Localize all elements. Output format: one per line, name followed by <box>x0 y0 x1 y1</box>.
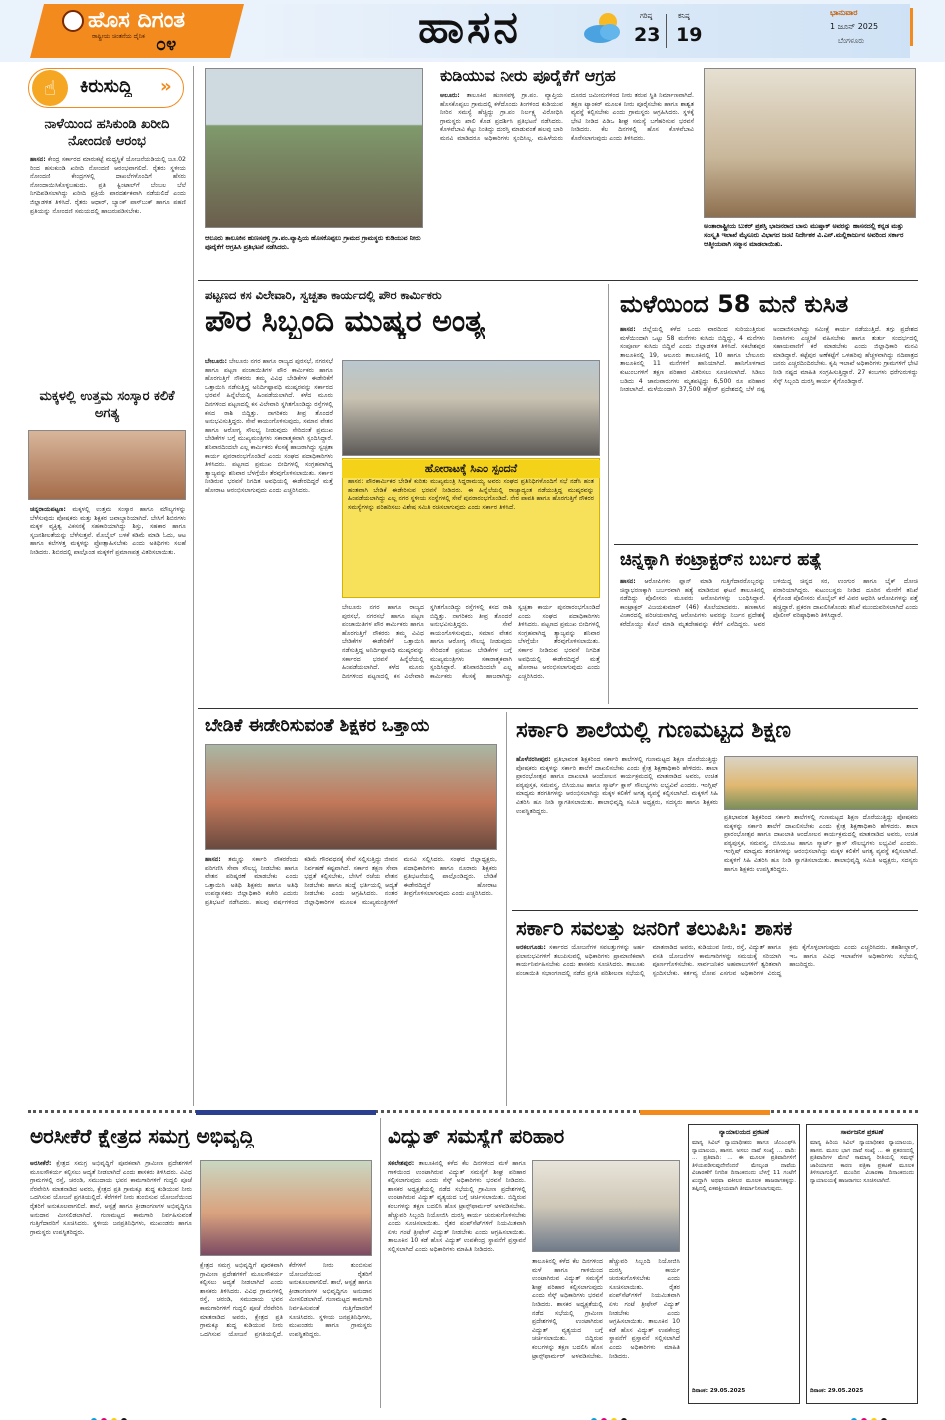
school-mla-rule <box>512 910 918 911</box>
bottom-accent-right <box>640 1110 770 1115</box>
arasikere-photo <box>200 1160 372 1256</box>
court-notice-2-footer: ದಿನಾಂಕ: 29.05.2025 <box>810 1388 864 1394</box>
school-photo <box>724 756 918 810</box>
strike-body-col1: ಬೇಲೂರು: ಬೇಲೂರು ನಗರ ಹಾಗೂ ರಾಜ್ಯದ ಪುರಸಭೆ, ನಗರಸಭೆ ಹಾಗೂ ಪಟ್ಟಣ ಪಂಚಾಯಿತಿಗಳ ಪೌರ ಕಾರ್ಮಿಕರು ಹಾಗೂ ಹೊರಗುತ್ತಿಗೆ ನೌಕರರು ತಮ್ಮ ವಿವಿಧ ಬೇಡಿಕೆಗಳ ಈಡೇರಿಕೆಗೆ ಒತ್ತಾಯಿಸಿ ನಡೆಸುತ್ತಿದ್ದ ಅನಿರ್ದಿಷ್ಟಾವಧಿ ಮುಷ್ಕರವನ್ನು ಸರ್ಕಾರದ ಭರವಸೆ ಹಿನ್ನೆಲೆಯಲ್ಲಿ ಹಿಂಪಡೆಯಲಾಗಿದೆ. ಕಳೆದ ಮೂರು ದಿನಗಳಿಂದ ಪಟ್ಟಣದಲ್ಲಿ ಕಸ ವಿಲೇವಾರಿ ಸ್ಥಗಿತಗೊಂಡಿದ್ದು ರಸ್ತೆಗಳಲ್ಲಿ ಕಸದ ರಾಶಿ ಬಿದ್ದಿತ್ತು. ನಾಗರಿಕರು ತೀವ್ರ ತೊಂದರೆ ಅನುಭವಿಸುತ್ತಿದ್ದರು. ಸೇವೆ ಕಾಯಂಗೊಳಿಸುವುದು, ಸಮಾನ ವೇತನ ಹಾಗೂ ಆರೋಗ್ಯ ಸೌಲಭ್ಯ ನೀಡುವುದು ಸೇರಿದಂತೆ ಪ್ರಮುಖ ಬೇಡಿಕೆಗಳ ಬಗ್ಗೆ ಮುಖ್ಯಮಂತ್ರಿಗಳು ಸಕಾರಾತ್ಮಕವಾಗಿ ಸ್ಪಂದಿಸಿದ್ದಾರೆ. ಶನಿವಾರದಿಂದಲೇ ಎಲ್ಲ ಕಾರ್ಮಿಕರು ಕೆಲಸಕ್ಕೆ ಹಾಜರಾಗಿದ್ದು ಸ್ವಚ್ಛತಾ ಕಾರ್ಯ ಪುನರಾರಂಭಗೊಂಡಿದೆ ಎಂದು ಸಂಘದ ಪದಾಧಿಕಾರಿಗಳು ತಿಳಿಸಿದರು. ಪಟ್ಟಣದ ಪ್ರಮುಖ ಬೀದಿಗಳಲ್ಲಿ ಸಂಗ್ರಹವಾಗಿದ್ದ ತ್ಯಾಜ್ಯವನ್ನು ಶನಿವಾರ ಬೆಳಗ್ಗೆಯೇ ತೆರವುಗೊಳಿಸಲಾಯಿತು. ಸರ್ಕಾರ ನೀಡಿರುವ ಭರವಸೆ ನಿಗದಿತ ಅವಧಿಯಲ್ಲಿ ಈಡೇರದಿದ್ದರೆ ಮತ್ತೆ ಹೋರಾಟ ಆರಂಭಿಸಲಾಗುವುದು ಎಂದು ಎಚ್ಚರಿಸಿದರು. <box>205 358 333 494</box>
mla-body: ಅರಕಲಗೂಡು: ಸರ್ಕಾರದ ಯೋಜನೆಗಳ ಸವಲತ್ತುಗಳನ್ನು ಅರ್ಹ ಫಲಾನುಭವಿಗಳಿಗೆ ತಲುಪಿಸುವಲ್ಲಿ ಅಧಿಕಾರಿಗಳು ಪ್ರಾಮಾಣಿಕವಾಗಿ ಕಾರ್ಯನಿರ್ವಹಿಸಬೇಕು ಎಂದು ಶಾಸಕರು ಸೂಚಿಸಿದರು. ತಾಲೂಕು ಪಂಚಾಯಿತಿ ಸಭಾಂಗಣದಲ್ಲಿ ನಡೆದ ಪ್ರಗತಿ ಪರಿಶೀಲನಾ ಸಭೆಯಲ್ಲಿ ಮಾತನಾಡಿದ ಅವರು, ಕುಡಿಯುವ ನೀರು, ರಸ್ತೆ, ವಿದ್ಯುತ್ ಹಾಗೂ ವಸತಿ ಯೋಜನೆಗಳ ಕಾಮಗಾರಿಗಳನ್ನು ಸಮಯಕ್ಕೆ ಸರಿಯಾಗಿ ಪೂರ್ಣಗೊಳಿಸಬೇಕು. ಸಾರ್ವಜನಿಕರ ಅಹವಾಲುಗಳಿಗೆ ತ್ವರಿತವಾಗಿ ಸ್ಪಂದಿಸಬೇಕು. ಕರ್ತವ್ಯ ಲೋಪ ಎಸಗುವ ಅಧಿಕಾರಿಗಳ ವಿರುದ್ಧ ಕ್ರಮ ಕೈಗೊಳ್ಳಲಾಗುವುದು ಎಂದು ಎಚ್ಚರಿಸಿದರು. ತಹಶೀಲ್ದಾರ್, ಇಒ ಹಾಗೂ ವಿವಿಧ ಇಲಾಖೆಗಳ ಅಧಿಕಾರಿಗಳು ಸಭೆಯಲ್ಲಿ ಹಾಜರಿದ್ದರು. <box>516 944 918 977</box>
date-label: 1 ಜೂನ್ 2025 <box>830 22 879 31</box>
page-number: ೦೪ <box>156 34 177 55</box>
masthead <box>0 0 945 62</box>
strike-kicker: ಪಟ್ಟಣದ ಕಸ ವಿಲೇವಾರಿ, ಸ್ವಚ್ಛತಾ ಕಾರ್ಯದಲ್ಲಿ ಪೌರ ಕಾರ್ಮಿಕರು <box>205 288 442 302</box>
top-band-rule <box>198 280 918 281</box>
arasikere-body-col1: ಅರಸೀಕೆರೆ: ಕ್ಷೇತ್ರದ ಸಮಗ್ರ ಅಭಿವೃದ್ಧಿಗೆ ಪೂರಕವಾಗಿ ಗ್ರಾಮೀಣ ಪ್ರದೇಶಗಳಿಗೆ ಮೂಲಸೌಕರ್ಯ ಕಲ್ಪಿಸಲು ಆದ್ಯತೆ ನೀಡಲಾಗಿದೆ ಎಂದು ಶಾಸಕರು ತಿಳಿಸಿದರು. ವಿವಿಧ ಗ್ರಾಮಗಳಲ್ಲಿ ರಸ್ತೆ, ಚರಂಡಿ, ಸಮುದಾಯ ಭವನ ಕಾಮಗಾರಿಗಳಿಗೆ ಗುದ್ದಲಿ ಪೂಜೆ ನೆರವೇರಿಸಿ ಮಾತನಾಡಿದ ಅವರು, ಕ್ಷೇತ್ರದ ಪ್ರತಿ ಗ್ರಾಮಕ್ಕೂ ಶುದ್ಧ ಕುಡಿಯುವ ನೀರು ಒದಗಿಸುವ ಯೋಜನೆ ಪ್ರಗತಿಯಲ್ಲಿದೆ. ಕೆರೆಗಳಿಗೆ ನೀರು ತುಂಬಿಸುವ ಯೋಜನೆಯಿಂದ ರೈತರಿಗೆ ಅನುಕೂಲವಾಗಲಿದೆ. ಶಾಲೆ, ಆಸ್ಪತ್ರೆ ಹಾಗೂ ಕ್ರೀಡಾಂಗಣಗಳ ಅಭಿವೃದ್ಧಿಗೂ ಅನುದಾನ ಮೀಸಲಿಡಲಾಗಿದೆ. ಗುಣಮಟ್ಟದ ಕಾಮಗಾರಿ ನಿರ್ವಹಿಸುವಂತೆ ಗುತ್ತಿಗೆದಾರರಿಗೆ ಸೂಚಿಸಿದರು. ಸ್ಥಳೀಯ ಜನಪ್ರತಿನಿಧಿಗಳು, ಮುಖಂಡರು ಹಾಗೂ ಗ್ರಾಮಸ್ಥರು ಉಪಸ್ಥಿತರಿದ್ದರು. <box>30 1160 192 1236</box>
brand-name: ಹೊಸ ದಿಗಂತ <box>88 8 186 33</box>
court-notice-2-header: ಸಾರ್ವಜನಿಕ ಪ್ರಕಟಣೆ <box>840 1128 884 1136</box>
bottom-accent-left <box>196 1110 376 1115</box>
weather-max-label: ಗರಿಷ್ಠ <box>640 12 653 20</box>
weather-min-value: 19 <box>676 24 703 46</box>
bottom-dotted-rule <box>28 1110 918 1114</box>
strike-photo <box>342 360 600 456</box>
brand-logo-icon <box>62 10 84 32</box>
kirusuddi-item1-body: ಹಾಸನ: ಕೇಂದ್ರ ಸರ್ಕಾರದ ಮಾರುಕಟ್ಟೆ ಮಧ್ಯಸ್ಥಿಕೆ ಯೋಜನೆಯಡಿಯಲ್ಲಿ ಜೂ.02 ರಿಂದ ಹಸುಕುಂಡಿ ಖರೀದಿ ನೋಂದಣಿ ಆರಂಭವಾಗಲಿದೆ. ರೈತರು ಸ್ಥಳೀಯ ನೋಂದಣಿ ಕೇಂದ್ರಗಳಲ್ಲಿ ದಾಖಲೆಗಳೊಂದಿಗೆ ಹೆಸರು ನೋಂದಾಯಿಸಿಕೊಳ್ಳಬಹುದು. ಪ್ರತಿ ಕ್ವಿಂಟಾಲ್‌ಗೆ ಬೆಂಬಲ ಬೆಲೆ ನಿಗದಿಪಡಿಸಲಾಗಿದ್ದು ಖರೀದಿ ಪ್ರಕ್ರಿಯೆ ಪಾರದರ್ಶಕವಾಗಿ ನಡೆಯಲಿದೆ ಎಂದು ಜಿಲ್ಲಾಡಳಿತ ತಿಳಿಸಿದೆ. ರೈತರು ಆಧಾರ್, ಬ್ಯಾಂಕ್ ಪಾಸ್‌ಬುಕ್ ಹಾಗೂ ಪಹಣಿ ಪ್ರತಿಯನ್ನು ನೋಂದಣಿ ಸಮಯದಲ್ಲಿ ಹಾಜರುಪಡಿಸಬೇಕು. <box>30 156 186 215</box>
mla-headline: ಸರ್ಕಾರಿ ಸವಲತ್ತು ಜನರಿಗೆ ತಲುಪಿಸಿ: ಶಾಸಕ <box>516 916 793 940</box>
weather-max-value: 23 <box>634 24 661 46</box>
power-meeting-photo <box>532 1160 680 1252</box>
masthead-accent-bar <box>910 8 913 46</box>
court-notice-1-header: ನ್ಯಾಯಾಲಯದ ಪ್ರಕಟಣೆ <box>718 1128 770 1136</box>
water-photo-caption: ಆಲೂರು ತಾಲೂಕಿನ ಹುಣಸವಳ್ಳಿ ಗ್ರಾ.ಪಂ.ವ್ಯಾಪ್ತಿಯ ಹೊಸಕೊಪ್ಪಲು ಗ್ರಾಮದ ಗ್ರಾಮಸ್ಥರು ಕುಡಿಯುವ ನೀರು ಪೂರೈಕೆಗೆ ಆಗ್ರಹಿಸಿ ಪ್ರತಿಭಟನೆ ನಡೆಸಿದರು. <box>205 234 421 251</box>
school-body-col1: ಹೊಳೆನರಸೀಪುರ: ಪ್ರತಿಭಾವಂತ ಶಿಕ್ಷಕರಿಂದ ಸರ್ಕಾರಿ ಶಾಲೆಗಳಲ್ಲಿ ಗುಣಮಟ್ಟದ ಶಿಕ್ಷಣ ದೊರೆಯುತ್ತಿದ್ದು ಪೋಷಕರು ಮಕ್ಕಳನ್ನು ಸರ್ಕಾರಿ ಶಾಲೆಗೆ ದಾಖಲಿಸಬೇಕು ಎಂದು ಕ್ಷೇತ್ರ ಶಿಕ್ಷಣಾಧಿಕಾರಿ ಹೇಳಿದರು. ಶಾಲಾ ಪ್ರಾರಂಭೋತ್ಸವ ಹಾಗೂ ದಾಖಲಾತಿ ಆಂದೋಲನ ಕಾರ್ಯಕ್ರಮದಲ್ಲಿ ಮಾತನಾಡಿದ ಅವರು, ಉಚಿತ ಪಠ್ಯಪುಸ್ತಕ, ಸಮವಸ್ತ್ರ, ಬಿಸಿಯೂಟ ಹಾಗೂ ಸ್ಮಾರ್ಟ್ ಕ್ಲಾಸ್ ಸೌಲಭ್ಯಗಳು ಲಭ್ಯವಿವೆ ಎಂದರು. ಇಂಗ್ಲಿಷ್ ಮಾಧ್ಯಮ ತರಗತಿಗಳನ್ನು ಆರಂಭಿಸಲಾಗಿದ್ದು ಮಕ್ಕಳ ಕಲಿಕೆಗೆ ಅಗತ್ಯ ವ್ಯವಸ್ಥೆ ಕಲ್ಪಿಸಲಾಗಿದೆ. ಮಕ್ಕಳಿಗೆ ಸಿಹಿ ವಿತರಿಸಿ ಹೂ ನೀಡಿ ಸ್ವಾಗತಿಸಲಾಯಿತು. ಶಾಲಾಭಿವೃದ್ಧಿ ಸಮಿತಿ ಅಧ್ಯಕ್ಷರು, ಸದಸ್ಯರು ಹಾಗೂ ಶಿಕ್ಷಕರು ಉಪಸ್ಥಿತರಿದ್ದರು. <box>516 756 718 815</box>
kirusuddi-item2-headline: ಮಕ್ಕಳಲ್ಲಿ ಉತ್ತಮ ಸಂಸ್ಕಾರ ಕಲಿಕೆ ಅಗತ್ಯ <box>39 389 175 421</box>
weather-cloud-icon <box>580 10 624 46</box>
strike-headline: ಪೌರ ಸಿಬ್ಬಂದಿ ಮುಷ್ಕರ ಅಂತ್ಯ <box>205 304 486 339</box>
rain-headline: ಮಳೆಯಿಂದ 58 ಮನೆ ಕುಸಿತ <box>620 290 849 318</box>
weather-divider <box>666 14 667 48</box>
print-registration-marks-center <box>590 1410 640 1418</box>
teachers-headline: ಬೇಡಿಕೆ ಈಡೇರಿಸುವಂತೆ ಶಿಕ್ಷಕರ ಒತ್ತಾಯ <box>205 716 430 736</box>
teachers-body: ಹಾಸನ: ತಮ್ಮನ್ನು ಸರ್ಕಾರಿ ನೌಕರರೆಂದು ಪರಿಗಣಿಸಿ ಸೇವಾ ಸೌಲಭ್ಯ ನೀಡಬೇಕು ಹಾಗೂ ವೇತನ ಪರಿಷ್ಕರಣೆ ಮಾಡಬೇಕು ಎಂದು ಒತ್ತಾಯಿಸಿ ಅತಿಥಿ ಶಿಕ್ಷಕರು ಹಾಗೂ ಅತಿಥಿ ಉಪನ್ಯಾಸಕರು ಜಿಲ್ಲಾಧಿಕಾರಿ ಕಚೇರಿ ಎದುರು ಪ್ರತಿಭಟನೆ ನಡೆಸಿದರು. ಹಲವು ವರ್ಷಗಳಿಂದ ಕಡಿಮೆ ಗೌರವಧನಕ್ಕೆ ಸೇವೆ ಸಲ್ಲಿಸುತ್ತಿದ್ದು ಜೀವನ ನಿರ್ವಹಣೆ ಕಷ್ಟವಾಗಿದೆ. ಸರ್ಕಾರ ತಕ್ಷಣ ಸೇವಾ ಭದ್ರತೆ ಕಲ್ಪಿಸಬೇಕು, ಬೇಸಿಗೆ ರಜೆಯ ವೇತನ ನೀಡಬೇಕು ಹಾಗೂ ಹುದ್ದೆ ಭರ್ತಿಯಲ್ಲಿ ಆದ್ಯತೆ ನೀಡಬೇಕು ಎಂದು ಆಗ್ರಹಿಸಿದರು. ನಂತರ ಜಿಲ್ಲಾಧಿಕಾರಿಗಳ ಮೂಲಕ ಮುಖ್ಯಮಂತ್ರಿಗಳಿಗೆ ಮನವಿ ಸಲ್ಲಿಸಿದರು. ಸಂಘದ ಜಿಲ್ಲಾಧ್ಯಕ್ಷರು, ಪದಾಧಿಕಾರಿಗಳು ಹಾಗೂ ನೂರಾರು ಶಿಕ್ಷಕರು ಪ್ರತಿಭಟನೆಯಲ್ಲಿ ಪಾಲ್ಗೊಂಡಿದ್ದರು. ಬೇಡಿಕೆ ಈಡೇರದಿದ್ದರೆ ಹೋರಾಟ ತೀವ್ರಗೊಳಿಸಲಾಗುವುದು ಎಂದು ಎಚ್ಚರಿಸಿದರು. <box>205 856 497 906</box>
page-title: ಹಾಸನ <box>418 2 521 53</box>
power-body-col1: ಸಕಲೇಶಪುರ: ತಾಲೂಕಿನಲ್ಲಿ ಕಳೆದ ಕೆಲ ದಿನಗಳಿಂದ ಮಳೆ ಹಾಗೂ ಗಾಳಿಯಿಂದ ಉಂಟಾಗಿರುವ ವಿದ್ಯುತ್ ಸಮಸ್ಯೆಗೆ ಶೀಘ್ರ ಪರಿಹಾರ ಕಲ್ಪಿಸಲಾಗುವುದು ಎಂದು ಸೆಸ್ಕ್ ಅಧಿಕಾರಿಗಳು ಭರವಸೆ ನೀಡಿದರು. ಶಾಸಕರ ಅಧ್ಯಕ್ಷತೆಯಲ್ಲಿ ನಡೆದ ಸಭೆಯಲ್ಲಿ ಗ್ರಾಮೀಣ ಪ್ರದೇಶಗಳಲ್ಲಿ ಉಂಟಾಗಿರುವ ವಿದ್ಯುತ್ ವ್ಯತ್ಯಯದ ಬಗ್ಗೆ ಚರ್ಚಿಸಲಾಯಿತು. ಬಿದ್ದಿರುವ ಕಂಬಗಳನ್ನು ತಕ್ಷಣ ಬದಲಿಸಿ ಹೊಸ ಟ್ರಾನ್ಸ್‌ಫಾರ್ಮರ್ ಅಳವಡಿಸಬೇಕು. ಹೆಚ್ಚುವರಿ ಸಿಬ್ಬಂದಿ ನಿಯೋಜಿಸಿ ದುರಸ್ತಿ ಕಾರ್ಯ ಚುರುಕುಗೊಳಿಸಬೇಕು ಎಂದು ಸೂಚಿಸಲಾಯಿತು. ರೈತರ ಪಂಪ್‌ಸೆಟ್‌ಗಳಿಗೆ ನಿಯಮಿತವಾಗಿ ಏಳು ಗಂಟೆ ತ್ರೀಫೇಸ್ ವಿದ್ಯುತ್ ನೀಡಬೇಕು ಎಂದು ಆಗ್ರಹಿಸಲಾಯಿತು. ತಾಲೂಕಿನ 10 ಕಡೆ ಹೊಸ ವಿದ್ಯುತ್ ಉಪಕೇಂದ್ರ ಸ್ಥಾಪನೆಗೆ ಪ್ರಸ್ತಾವನೆ ಸಲ್ಲಿಸಲಾಗಿದೆ ಎಂದು ಅಧಿಕಾರಿಗಳು ಮಾಹಿತಿ ನೀಡಿದರು. <box>388 1160 526 1253</box>
kirusuddi-item2-body: ಚನ್ನರಾಯಪಟ್ಟಣ: ಮಕ್ಕಳಲ್ಲಿ ಉತ್ತಮ ಸಂಸ್ಕಾರ ಹಾಗೂ ಮೌಲ್ಯಗಳನ್ನು ಬೆಳೆಸುವುದು ಪೋಷಕರು ಮತ್ತು ಶಿಕ್ಷಕರ ಜವಾಬ್ದಾರಿಯಾಗಿದೆ. ಬೇಸಿಗೆ ಶಿಬಿರಗಳು ಮಕ್ಕಳ ವ್ಯಕ್ತಿತ್ವ ವಿಕಸನಕ್ಕೆ ಸಹಕಾರಿಯಾಗಿದ್ದು ಶಿಸ್ತು, ಸಹಕಾರ ಹಾಗೂ ಸೃಜನಶೀಲತೆಯನ್ನು ಬೆಳೆಸುತ್ತವೆ. ಮೊಬೈಲ್ ಬಳಕೆ ಕಡಿಮೆ ಮಾಡಿ ಓದು, ಆಟ ಹಾಗೂ ಕಲೆಗಳತ್ತ ಮಕ್ಕಳನ್ನು ಪ್ರೋತ್ಸಾಹಿಸಬೇಕು ಎಂದು ಅತಿಥಿಗಳು ಸಲಹೆ ನೀಡಿದರು. ಶಿಬಿರದಲ್ಲಿ ಪಾಲ್ಗೊಂಡ ಮಕ್ಕಳಿಗೆ ಪ್ರಮಾಣಪತ್ರ ವಿತರಿಸಲಾಯಿತು. <box>30 506 186 556</box>
rain-body: ಹಾಸನ: ಜಿಲ್ಲೆಯಲ್ಲಿ ಕಳೆದ ಒಂದು ವಾರದಿಂದ ಸುರಿಯುತ್ತಿರುವ ಮಳೆಯಿಂದಾಗಿ ಒಟ್ಟು 58 ಮನೆಗಳು ಕುಸಿದು ಬಿದ್ದಿದ್ದು, 4 ಮನೆಗಳು ಸಂಪೂರ್ಣ ಕುಸಿದು ಬಿದ್ದಿವೆ ಎಂದು ಜಿಲ್ಲಾಡಳಿತ ತಿಳಿಸಿದೆ. ಸಕಲೇಶಪುರ ತಾಲೂಕಿನಲ್ಲಿ 19, ಆಲೂರು ತಾಲೂಕಿನಲ್ಲಿ 10 ಹಾಗೂ ಬೇಲೂರು ತಾಲೂಕಿನಲ್ಲಿ 11 ಮನೆಗಳಿಗೆ ಹಾನಿಯಾಗಿದೆ. ಹಾನಿಗೊಳಗಾದ ಕುಟುಂಬಗಳಿಗೆ ತಕ್ಷಣ ಪರಿಹಾರ ವಿತರಿಸಲು ಸೂಚಿಸಲಾಗಿದೆ. ಸಿಡಿಲು ಬಡಿದು 4 ಜಾನುವಾರುಗಳು ಮೃತಪಟ್ಟಿದ್ದು 6,500 ರೂ ಪರಿಹಾರ ನೀಡಲಾಗಿದೆ. ಮಳೆಯಿಂದಾಗಿ 37,500 ಹೆಕ್ಟೇರ್ ಪ್ರದೇಶದಲ್ಲಿ ಬೆಳೆ ನಷ್ಟ ಅಂದಾಜಿಸಲಾಗಿದ್ದು ಸಮೀಕ್ಷೆ ಕಾರ್ಯ ನಡೆಯುತ್ತಿದೆ. ತಗ್ಗು ಪ್ರದೇಶದ ನಿವಾಸಿಗಳು ಎಚ್ಚರಿಕೆ ವಹಿಸಬೇಕು ಹಾಗೂ ತುರ್ತು ಸಂದರ್ಭದಲ್ಲಿ ಸಹಾಯವಾಣಿಗೆ ಕರೆ ಮಾಡಬೇಕು ಎಂದು ಜಿಲ್ಲಾಧಿಕಾರಿ ಮನವಿ ಮಾಡಿದ್ದಾರೆ. ಕಟ್ಟೆಪುರ ಅಣೆಕಟ್ಟೆಗೆ ಒಳಹರಿವು ಹೆಚ್ಚಳವಾಗಿದ್ದು ನದಿಪಾತ್ರದ ಜನರು ಎಚ್ಚರದಿಂದಿರಬೇಕು. ಕೃಷಿ ಇಲಾಖೆ ಅಧಿಕಾರಿಗಳು ಗ್ರಾಮಗಳಿಗೆ ಭೇಟಿ ನೀಡಿ ನಷ್ಟದ ಮಾಹಿತಿ ಸಂಗ್ರಹಿಸುತ್ತಿದ್ದಾರೆ. 27 ಕಂಬಗಳು ಧರೆಗುರುಳಿದ್ದು ಸೆಸ್ಕ್ ಸಿಬ್ಬಂದಿ ದುರಸ್ತಿ ಕಾರ್ಯ ಕೈಗೊಂಡಿದ್ದಾರೆ. <box>620 326 918 394</box>
school-body-col2: ಪ್ರತಿಭಾವಂತ ಶಿಕ್ಷಕರಿಂದ ಸರ್ಕಾರಿ ಶಾಲೆಗಳಲ್ಲಿ ಗುಣಮಟ್ಟದ ಶಿಕ್ಷಣ ದೊರೆಯುತ್ತಿದ್ದು ಪೋಷಕರು ಮಕ್ಕಳನ್ನು ಸರ್ಕಾರಿ ಶಾಲೆಗೆ ದಾಖಲಿಸಬೇಕು ಎಂದು ಕ್ಷೇತ್ರ ಶಿಕ್ಷಣಾಧಿಕಾರಿ ಹೇಳಿದರು. ಶಾಲಾ ಪ್ರಾರಂಭೋತ್ಸವ ಹಾಗೂ ದಾಖಲಾತಿ ಆಂದೋಲನ ಕಾರ್ಯಕ್ರಮದಲ್ಲಿ ಮಾತನಾಡಿದ ಅವರು, ಉಚಿತ ಪಠ್ಯಪುಸ್ತಕ, ಸಮವಸ್ತ್ರ, ಬಿಸಿಯೂಟ ಹಾಗೂ ಸ್ಮಾರ್ಟ್ ಕ್ಲಾಸ್ ಸೌಲಭ್ಯಗಳು ಲಭ್ಯವಿವೆ ಎಂದರು. ಇಂಗ್ಲಿಷ್ ಮಾಧ್ಯಮ ತರಗತಿಗಳನ್ನು ಆರಂಭಿಸಲಾಗಿದ್ದು ಮಕ್ಕಳ ಕಲಿಕೆಗೆ ಅಗತ್ಯ ವ್ಯವಸ್ಥೆ ಕಲ್ಪಿಸಲಾಗಿದೆ. ಮಕ್ಕಳಿಗೆ ಸಿಹಿ ವಿತರಿಸಿ ಹೂ ನೀಡಿ ಸ್ವಾಗತಿಸಲಾಯಿತು. ಶಾಲಾಭಿವೃದ್ಧಿ ಸಮಿತಿ ಅಧ್ಯಕ್ಷರು, ಸದಸ್ಯರು ಹಾಗೂ ಶಿಕ್ಷಕರು ಉಪಸ್ಥಿತರಿದ್ದರು. <box>724 814 918 873</box>
court-notice-1-body: ಮಾನ್ಯ ಸಿವಿಲ್ ನ್ಯಾಯಾಧೀಶರು ಹಾಗೂ ಜೆಎಂಎಫ್‌ಸಿ ನ್ಯಾಯಾಲಯ, ಹಾಸನ. ಅಸಲು ದಾವೆ ಸಂಖ್ಯೆ ... ವಾದಿ: ... ಪ್ರತಿವಾದಿ: ... ಈ ಮೂಲಕ ಪ್ರತಿವಾದಿಗಳಿಗೆ ತಿಳಿಯಪಡಿಸುವುದೇನೆಂದರೆ ಮೇಲ್ಕಂಡ ದಾವೆಯ ವಿಚಾರಣೆಗೆ ನಿಗದಿತ ದಿನಾಂಕದಂದು ಬೆಳಗ್ಗೆ 11 ಗಂಟೆಗೆ ಖುದ್ದಾಗಿ ಅಥವಾ ವಕೀಲರ ಮೂಲಕ ಹಾಜರಾಗತಕ್ಕದ್ದು. ತಪ್ಪಿದಲ್ಲಿ ಏಕಪಕ್ಷೀಯವಾಗಿ ತೀರ್ಮಾನಿಸಲಾಗುವುದು. <box>692 1140 796 1192</box>
water-protest-photo <box>205 68 423 228</box>
school-headline: ಸರ್ಕಾರಿ ಶಾಲೆಯಲ್ಲಿ ಗುಣಮಟ್ಟದ ಶಿಕ್ಷಣ <box>516 718 791 743</box>
print-registration-marks <box>90 1410 140 1418</box>
power-body-col2: ತಾಲೂಕಿನಲ್ಲಿ ಕಳೆದ ಕೆಲ ದಿನಗಳಿಂದ ಮಳೆ ಹಾಗೂ ಗಾಳಿಯಿಂದ ಉಂಟಾಗಿರುವ ವಿದ್ಯುತ್ ಸಮಸ್ಯೆಗೆ ಶೀಘ್ರ ಪರಿಹಾರ ಕಲ್ಪಿಸಲಾಗುವುದು ಎಂದು ಸೆಸ್ಕ್ ಅಧಿಕಾರಿಗಳು ಭರವಸೆ ನೀಡಿದರು. ಶಾಸಕರ ಅಧ್ಯಕ್ಷತೆಯಲ್ಲಿ ನಡೆದ ಸಭೆಯಲ್ಲಿ ಗ್ರಾಮೀಣ ಪ್ರದೇಶಗಳಲ್ಲಿ ಉಂಟಾಗಿರುವ ವಿದ್ಯುತ್ ವ್ಯತ್ಯಯದ ಬಗ್ಗೆ ಚರ್ಚಿಸಲಾಯಿತು. ಬಿದ್ದಿರುವ ಕಂಬಗಳನ್ನು ತಕ್ಷಣ ಬದಲಿಸಿ ಹೊಸ ಟ್ರಾನ್ಸ್‌ಫಾರ್ಮರ್ ಅಳವಡಿಸಬೇಕು. ಹೆಚ್ಚುವರಿ ಸಿಬ್ಬಂದಿ ನಿಯೋಜಿಸಿ ದುರಸ್ತಿ ಕಾರ್ಯ ಚುರುಕುಗೊಳಿಸಬೇಕು ಎಂದು ಸೂಚಿಸಲಾಯಿತು. ರೈತರ ಪಂಪ್‌ಸೆಟ್‌ಗಳಿಗೆ ನಿಯಮಿತವಾಗಿ ಏಳು ಗಂಟೆ ತ್ರೀಫೇಸ್ ವಿದ್ಯುತ್ ನೀಡಬೇಕು ಎಂದು ಆಗ್ರಹಿಸಲಾಯಿತು. ತಾಲೂಕಿನ 10 ಕಡೆ ಹೊಸ ವಿದ್ಯುತ್ ಉಪಕೇಂದ್ರ ಸ್ಥಾಪನೆಗೆ ಪ್ರಸ್ತಾವನೆ ಸಲ್ಲಿಸಲಾಗಿದೆ ಎಂದು ಅಧಿಕಾರಿಗಳು ಮಾಹಿತಿ ನೀಡಿದರು. <box>532 1258 680 1360</box>
weather-min-label: ಕನಿಷ್ಠ <box>678 12 690 20</box>
print-registration-marks-right <box>850 1410 900 1418</box>
left-column-rule <box>193 66 194 1106</box>
murder-body: ಹಾಸನ: ಆರೋಪಿಗಳು ಪ್ಲಾನ್ ಮಾಡಿ ಗುತ್ತಿಗೆದಾರರೊಬ್ಬರನ್ನು ಚಿನ್ನಾಭರಣಕ್ಕಾಗಿ ಬರ್ಬರವಾಗಿ ಹತ್ಯೆ ಮಾಡಿರುವ ಘಟನೆ ತಾಲೂಕಿನಲ್ಲಿ ನಡೆದಿದ್ದು ಪೊಲೀಸರು ಮೂವರು ಆರೋಪಿಗಳನ್ನು ಬಂಧಿಸಿದ್ದಾರೆ. ಕಾಂಟ್ರಾಕ್ಟರ್ ವಿಜಯಕುಮಾರ್ (46) ಕೊಲೆಯಾದವರು. ಹಣಕಾಸಿನ ವಿಚಾರದಲ್ಲಿ ಪರಿಚಯವಾಗಿದ್ದ ಆರೋಪಿಗಳು ಅವರನ್ನು ನಿರ್ಜನ ಪ್ರದೇಶಕ್ಕೆ ಕರೆದೊಯ್ದು ಕೊಲೆ ಮಾಡಿ ಮೃತದೇಹವನ್ನು ಕೆರೆಗೆ ಎಸೆದಿದ್ದರು. ಅವರ ಬಳಿಯಿದ್ದ ಚಿನ್ನದ ಸರ, ಉಂಗುರ ಹಾಗೂ ಬೈಕ್ ದೋಚಿ ಪರಾರಿಯಾಗಿದ್ದರು. ಕುಟುಂಬಸ್ಥರು ನೀಡಿದ ದೂರಿನ ಮೇರೆಗೆ ತನಿಖೆ ಕೈಗೊಂಡ ಪೊಲೀಸರು ಮೊಬೈಲ್ ಕರೆ ವಿವರ ಆಧರಿಸಿ ಆರೋಪಿಗಳನ್ನು ಪತ್ತೆ ಹಚ್ಚಿದ್ದಾರೆ. ಪ್ರಕರಣ ದಾಖಲಿಸಿಕೊಂಡು ತನಿಖೆ ಮುಂದುವರಿಸಲಾಗಿದೆ ಎಂದು ಪೊಲೀಸ್ ವರಿಷ್ಠಾಧಿಕಾರಿ ತಿಳಿಸಿದ್ದಾರೆ. <box>620 578 918 628</box>
strike-rain-divider <box>608 284 609 704</box>
kirusuddi-item2-photo <box>28 430 186 500</box>
court-notice-2 <box>806 1124 918 1404</box>
arasikere-power-divider <box>380 1118 381 1408</box>
court-notice-1-footer: ದಿನಾಂಕ: 29.05.2025 <box>692 1388 746 1394</box>
court-notice-1 <box>688 1124 800 1404</box>
day-label: ಭಾನುವಾರ <box>830 8 858 17</box>
city-label: ಬೆಂಗಳೂರು <box>838 37 865 45</box>
murder-headline: ಚಿನ್ನಕ್ಕಾಗಿ ಕಂಟ್ರಾಕ್ಟರ್‌ನ ಬರ್ಬರ ಹತ್ಯೆ <box>620 550 822 570</box>
rain-murder-rule <box>614 544 918 545</box>
middle-band-rule <box>198 708 918 709</box>
teachers-school-divider <box>506 712 507 1106</box>
pointing-hand-icon: ☝ <box>32 70 68 106</box>
kirusuddi-item1-headline: ನಾಳೆಯಿಂದ ಹಸಿಕುಂಡಿ ಖರೀದಿ ನೋಂದಣಿ ಆರಂಭ <box>44 117 170 149</box>
arasikere-headline: ಅರಸೀಕೆರೆ ಕ್ಷೇತ್ರದ ಸಮಗ್ರ ಅಭಿವೃದ್ಧಿ <box>30 1124 255 1148</box>
award-photo-caption: ಅಂತಾರಾಷ್ಟ್ರೀಯ ಬುಕರ್ ಪ್ರಶಸ್ತಿ ಭಾಜನರಾದ ಬಾನು ಮುಷ್ತಾಕ್ ಅವರನ್ನು ಹಾಸನದಲ್ಲಿ ಕನ್ನಡ ಮತ್ತು ಸಂಸ್ಕೃತಿ ಇಲಾಖೆ ಮೈಸೂರು ವಿಭಾಗದ ಜಂಟಿ ನಿರ್ದೇಶಕ ವಿ.ಎನ್.ಮಲ್ಲಿಕಾರ್ಜುನ ಅವರಿಂದ ಸರ್ಕಾರ ಆತ್ಮೀಯವಾಗಿ ಸನ್ಮಾನ ಮಾಡಲಾಯಿತು. <box>704 222 904 248</box>
strike-body-col2: ಬೇಲೂರು ನಗರ ಹಾಗೂ ರಾಜ್ಯದ ಪುರಸಭೆ, ನಗರಸಭೆ ಹಾಗೂ ಪಟ್ಟಣ ಪಂಚಾಯಿತಿಗಳ ಪೌರ ಕಾರ್ಮಿಕರು ಹಾಗೂ ಹೊರಗುತ್ತಿಗೆ ನೌಕರರು ತಮ್ಮ ವಿವಿಧ ಬೇಡಿಕೆಗಳ ಈಡೇರಿಕೆಗೆ ಒತ್ತಾಯಿಸಿ ನಡೆಸುತ್ತಿದ್ದ ಅನಿರ್ದಿಷ್ಟಾವಧಿ ಮುಷ್ಕರವನ್ನು ಸರ್ಕಾರದ ಭರವಸೆ ಹಿನ್ನೆಲೆಯಲ್ಲಿ ಹಿಂಪಡೆಯಲಾಗಿದೆ. ಕಳೆದ ಮೂರು ದಿನಗಳಿಂದ ಪಟ್ಟಣದಲ್ಲಿ ಕಸ ವಿಲೇವಾರಿ ಸ್ಥಗಿತಗೊಂಡಿದ್ದು ರಸ್ತೆಗಳಲ್ಲಿ ಕಸದ ರಾಶಿ ಬಿದ್ದಿತ್ತು. ನಾಗರಿಕರು ತೀವ್ರ ತೊಂದರೆ ಅನುಭವಿಸುತ್ತಿದ್ದರು. ಸೇವೆ ಕಾಯಂಗೊಳಿಸುವುದು, ಸಮಾನ ವೇತನ ಹಾಗೂ ಆರೋಗ್ಯ ಸೌಲಭ್ಯ ನೀಡುವುದು ಸೇರಿದಂತೆ ಪ್ರಮುಖ ಬೇಡಿಕೆಗಳ ಬಗ್ಗೆ ಮುಖ್ಯಮಂತ್ರಿಗಳು ಸಕಾರಾತ್ಮಕವಾಗಿ ಸ್ಪಂದಿಸಿದ್ದಾರೆ. ಶನಿವಾರದಿಂದಲೇ ಎಲ್ಲ ಕಾರ್ಮಿಕರು ಕೆಲಸಕ್ಕೆ ಹಾಜರಾಗಿದ್ದು ಸ್ವಚ್ಛತಾ ಕಾರ್ಯ ಪುನರಾರಂಭಗೊಂಡಿದೆ ಎಂದು ಸಂಘದ ಪದಾಧಿಕಾರಿಗಳು ತಿಳಿಸಿದರು. ಪಟ್ಟಣದ ಪ್ರಮುಖ ಬೀದಿಗಳಲ್ಲಿ ಸಂಗ್ರಹವಾಗಿದ್ದ ತ್ಯಾಜ್ಯವನ್ನು ಶನಿವಾರ ಬೆಳಗ್ಗೆಯೇ ತೆರವುಗೊಳಿಸಲಾಯಿತು. ಸರ್ಕಾರ ನೀಡಿರುವ ಭರವಸೆ ನಿಗದಿತ ಅವಧಿಯಲ್ಲಿ ಈಡೇರದಿದ್ದರೆ ಮತ್ತೆ ಹೋರಾಟ ಆರಂಭಿಸಲಾಗುವುದು ಎಂದು ಎಚ್ಚರಿಸಿದರು. <box>342 604 600 680</box>
cm-response-body: ಹಾಸನ: ಪೌರಕಾರ್ಮಿಕರ ಬೇಡಿಕೆ ಕುರಿತು ಮುಖ್ಯಮಂತ್ರಿ ಸಿದ್ದರಾಮಯ್ಯ ಅವರು ಸಂಘದ ಪ್ರತಿನಿಧಿಗಳೊಂದಿಗೆ ಸಭೆ ನಡೆಸಿ ಹಂತ ಹಂತವಾಗಿ ಬೇಡಿಕೆ ಈಡೇರಿಸುವ ಭರವಸೆ ನೀಡಿದರು. ಈ ಹಿನ್ನೆಲೆಯಲ್ಲಿ ರಾಜ್ಯಾದ್ಯಂತ ನಡೆಯುತ್ತಿದ್ದ ಮುಷ್ಕರವನ್ನು ಹಿಂಪಡೆಯಲಾಗಿದ್ದು ಎಲ್ಲ ನಗರ ಸ್ಥಳೀಯ ಸಂಸ್ಥೆಗಳಲ್ಲಿ ಸೇವೆ ಪುನರಾರಂಭಗೊಂಡಿದೆ. ನೇರ ಪಾವತಿ ಹಾಗೂ ಹೊರಗುತ್ತಿಗೆ ನೌಕರರ ಸಮಸ್ಯೆಗಳನ್ನು ಪರಿಹರಿಸಲು ವಿಶೇಷ ಸಮಿತಿ ರಚಿಸಲಾಗುವುದು ಎಂದು ಸರ್ಕಾರ ತಿಳಿಸಿದೆ. <box>348 478 594 511</box>
kirusuddi-label: ಕಿರುಸುದ್ದಿ <box>80 76 133 97</box>
teachers-protest-photo <box>205 744 497 850</box>
water-body: ಆಲೂರು: ತಾಲೂಕಿನ ಹುಣಸವಳ್ಳಿ ಗ್ರಾ.ಪಂ. ವ್ಯಾಪ್ತಿಯ ಹೊಸಕೊಪ್ಪಲು ಗ್ರಾಮದಲ್ಲಿ ಕಳೆದೊಂದು ತಿಂಗಳಿಂದ ಕುಡಿಯುವ ನೀರಿನ ಸಮಸ್ಯೆ ಹೆಚ್ಚಿದ್ದು ಗ್ರಾ.ಪಂ ನಿರ್ಲಕ್ಷ್ಯ ವಿರೋಧಿಸಿ ಗ್ರಾಮಸ್ಥರು ಖಾಲಿ ಕೊಡ ಪ್ರದರ್ಶಿಸಿ ಪ್ರತಿಭಟನೆ ನಡೆಸಿದರು. ಕೊಳವೆಬಾವಿ ಕೆಟ್ಟು ನಿಂತಿದ್ದು ದುರಸ್ತಿ ಮಾಡುವಂತೆ ಹಲವು ಬಾರಿ ಮನವಿ ಮಾಡಿದರೂ ಅಧಿಕಾರಿಗಳು ಸ್ಪಂದಿಸಿಲ್ಲ. ಮಹಿಳೆಯರು ದೂರದ ಜಮೀನುಗಳಿಂದ ನೀರು ತರುವ ಸ್ಥಿತಿ ನಿರ್ಮಾಣವಾಗಿದೆ. ತಕ್ಷಣ ಟ್ಯಾಂಕರ್ ಮೂಲಕ ನೀರು ಪೂರೈಸಬೇಕು ಹಾಗೂ ಶಾಶ್ವತ ವ್ಯವಸ್ಥೆ ಕಲ್ಪಿಸಬೇಕು ಎಂದು ಗ್ರಾಮಸ್ಥರು ಆಗ್ರಹಿಸಿದರು. ಸ್ಥಳಕ್ಕೆ ಭೇಟಿ ನೀಡಿದ ಪಿಡಿಒ ಶೀಘ್ರ ಸಮಸ್ಯೆ ಬಗೆಹರಿಸುವ ಭರವಸೆ ನೀಡಿದರು. ಕೆಲ ದಿನಗಳಲ್ಲಿ ಹೊಸ ಕೊಳವೆಬಾವಿ ಕೊರೆಸಲಾಗುವುದು ಎಂದು ತಿಳಿಸಿದರು. <box>440 92 694 142</box>
award-photo <box>704 68 916 218</box>
water-headline: ಕುಡಿಯುವ ನೀರು ಪೂರೈಕೆಗೆ ಆಗ್ರಹ <box>440 66 616 85</box>
chevron-right-icon: » <box>160 76 172 97</box>
arasikere-body-col2: ಕ್ಷೇತ್ರದ ಸಮಗ್ರ ಅಭಿವೃದ್ಧಿಗೆ ಪೂರಕವಾಗಿ ಗ್ರಾಮೀಣ ಪ್ರದೇಶಗಳಿಗೆ ಮೂಲಸೌಕರ್ಯ ಕಲ್ಪಿಸಲು ಆದ್ಯತೆ ನೀಡಲಾಗಿದೆ ಎಂದು ಶಾಸಕರು ತಿಳಿಸಿದರು. ವಿವಿಧ ಗ್ರಾಮಗಳಲ್ಲಿ ರಸ್ತೆ, ಚರಂಡಿ, ಸಮುದಾಯ ಭವನ ಕಾಮಗಾರಿಗಳಿಗೆ ಗುದ್ದಲಿ ಪೂಜೆ ನೆರವೇರಿಸಿ ಮಾತನಾಡಿದ ಅವರು, ಕ್ಷೇತ್ರದ ಪ್ರತಿ ಗ್ರಾಮಕ್ಕೂ ಶುದ್ಧ ಕುಡಿಯುವ ನೀರು ಒದಗಿಸುವ ಯೋಜನೆ ಪ್ರಗತಿಯಲ್ಲಿದೆ. ಕೆರೆಗಳಿಗೆ ನೀರು ತುಂಬಿಸುವ ಯೋಜನೆಯಿಂದ ರೈತರಿಗೆ ಅನುಕೂಲವಾಗಲಿದೆ. ಶಾಲೆ, ಆಸ್ಪತ್ರೆ ಹಾಗೂ ಕ್ರೀಡಾಂಗಣಗಳ ಅಭಿವೃದ್ಧಿಗೂ ಅನುದಾನ ಮೀಸಲಿಡಲಾಗಿದೆ. ಗುಣಮಟ್ಟದ ಕಾಮಗಾರಿ ನಿರ್ವಹಿಸುವಂತೆ ಗುತ್ತಿಗೆದಾರರಿಗೆ ಸೂಚಿಸಿದರು. ಸ್ಥಳೀಯ ಜನಪ್ರತಿನಿಧಿಗಳು, ಮುಖಂಡರು ಹಾಗೂ ಗ್ರಾಮಸ್ಥರು ಉಪಸ್ಥಿತರಿದ್ದರು. <box>200 1262 372 1338</box>
cm-response-title: ಹೋರಾಟಕ್ಕೆ ಸಿಎಂ ಸ್ಪಂದನೆ <box>342 460 600 478</box>
brand-tagline: ರಾಷ್ಟ್ರೀಯ ಚಿಂತನೆಯ ದೈನಿಕ <box>92 33 145 40</box>
power-headline: ವಿದ್ಯುತ್ ಸಮಸ್ಯೆಗೆ ಪರಿಹಾರ <box>388 1124 565 1148</box>
court-notice-2-body: ಮಾನ್ಯ ಹಿರಿಯ ಸಿವಿಲ್ ನ್ಯಾಯಾಧೀಶರ ನ್ಯಾಯಾಲಯ, ಹಾಸನ. ಮೂಲ ಭಾಗ ದಾವೆ ಸಂಖ್ಯೆ ... ಈ ಪ್ರಕರಣದಲ್ಲಿ ಪ್ರತಿವಾದಿಗಳ ಮೇಲೆ ಸಾಮಾನ್ಯ ರೀತಿಯಲ್ಲಿ ಸಮನ್ಸ್ ಜಾರಿಯಾಗದ ಕಾರಣ ಪತ್ರಿಕಾ ಪ್ರಕಟಣೆ ಮೂಲಕ ತಿಳಿಸಲಾಗುತ್ತಿದೆ. ಮುಂದಿನ ವಿಚಾರಣಾ ದಿನಾಂಕದಂದು ನ್ಯಾಯಾಲಯಕ್ಕೆ ಹಾಜರಾಗಲು ಸೂಚಿಸಲಾಗಿದೆ. <box>810 1140 914 1184</box>
